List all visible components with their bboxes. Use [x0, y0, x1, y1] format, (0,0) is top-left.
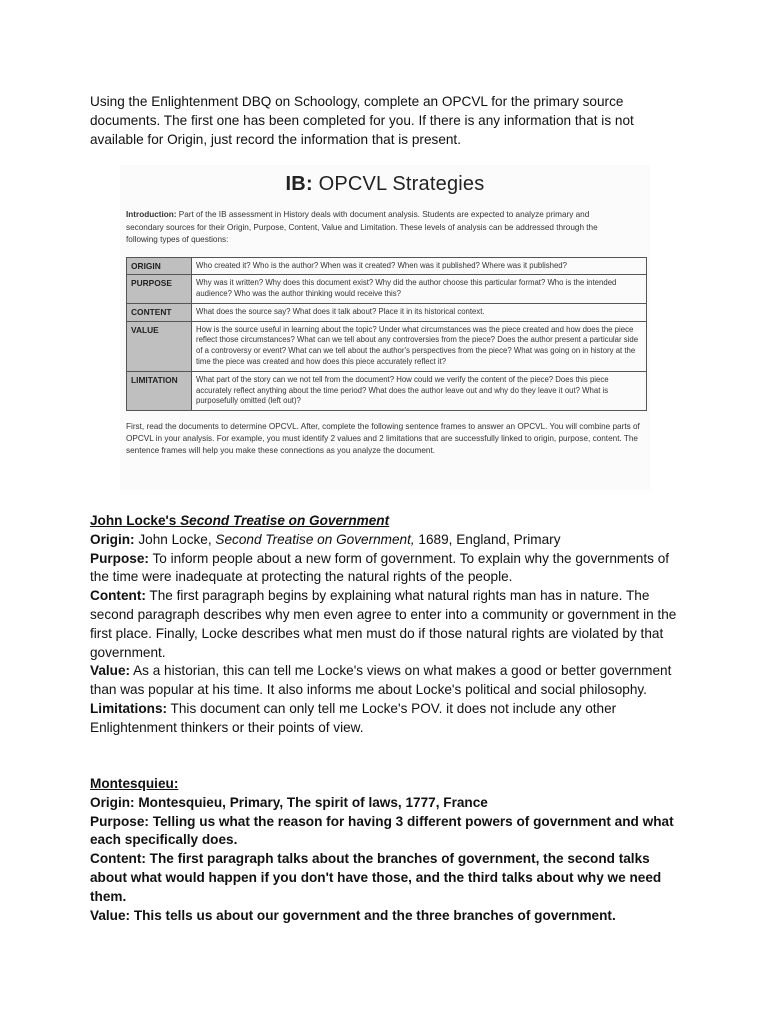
- montesquieu-section: [90, 775, 680, 925]
- content-label: Content:: [90, 588, 146, 604]
- locke-heading: [90, 512, 680, 531]
- limitations-label: Limitations:: [90, 700, 168, 716]
- row-text-purpose: Why was it written? Why does this document exist? Why did the author choose this particular format? Who is the intended audience? Who was the author thinking would receive this?: [192, 275, 647, 304]
- row-text-content: What does the source say? What does it talk about? Place it in its historical context.: [192, 303, 647, 321]
- table-row: [127, 371, 647, 410]
- image-intro-label: Introduction:: [126, 210, 177, 219]
- origin-title: Second Treatise on Government,: [215, 531, 415, 547]
- origin-rest: 1689, England, Primary: [414, 531, 561, 547]
- locke-origin: [90, 531, 680, 550]
- purpose-text: To inform people about a new form of government. To explain why the governments of the time were inadequate at protecting the natural rights of the people.: [90, 550, 670, 585]
- opcvl-table: [126, 257, 647, 412]
- locke-content: [90, 587, 680, 662]
- origin-label: Origin:: [90, 531, 135, 547]
- image-title: [120, 173, 650, 196]
- row-key-content: CONTENT: [127, 303, 192, 321]
- row-key-purpose: PURPOSE: [127, 275, 192, 304]
- montesquieu-heading: [90, 775, 680, 794]
- image-intro-text: Part of the IB assessment in History deals with document analysis. Students are expected to analyze primary and secondary sources for their Origin, Purpose, Content, Value and Limitation. These levels of analysis can be addressed through the following types of questions:: [126, 210, 598, 244]
- row-key-value: VALUE: [127, 321, 192, 371]
- row-key-origin: ORIGIN: [127, 257, 192, 275]
- row-text-limitation: What part of the story can we not tell from the document? How could we verify the content of the piece? Does this piece accurately reflect anything about the time period? What does the author leave out and why do they leave it out? What is purposefully omitted (left out)?: [192, 371, 647, 410]
- montesquieu-value: Value: This tells us about our government and the three branches of government.: [90, 907, 616, 923]
- purpose-label: Purpose:: [90, 550, 149, 566]
- montesquieu-heading-text: Montesquieu:: [90, 776, 179, 791]
- locke-value: [90, 662, 680, 700]
- image-footer-text: First, read the documents to determine OPCVL. After, complete the following sentence frames to answer an OPCVL. You will combine parts of OPCVL in your analysis. For example, you must identify 2 values and 2 limitations that are successfully linked to origin, purpose, content. The sentence frames will help you make these connections as you analyze the document.: [126, 422, 640, 456]
- montesquieu-origin: Origin: Montesquieu, Primary, The spirit of laws, 1777, France: [90, 794, 488, 810]
- value-text: As a historian, this can tell me Locke's views on what makes a good or better government than was popular at his time. It also informs me about Locke's political and social philosophy.: [90, 663, 672, 698]
- value-label: Value:: [90, 663, 131, 679]
- image-title-rest: OPCVL Strategies: [312, 173, 485, 195]
- instructions-paragraph: Using the Enlightenment DBQ on Schoology, complete an OPCVL for the primary source documents. The first one has been completed for you. If there is any information that is not available for Origin, just record the information that is present.: [90, 94, 634, 147]
- locke-section: [90, 512, 680, 738]
- table-row: [127, 303, 647, 321]
- origin-author: John Locke,: [134, 531, 216, 547]
- limitations-text: This document can only tell me Locke's POV. it does not include any other Enlightenment thinkers or their points of view.: [90, 700, 617, 735]
- montesquieu-content: Content: The first paragraph talks about the branches of government, the second talks about what would happen if you don't have those, and the third talks about why we need them.: [90, 851, 662, 904]
- row-key-limitation: LIMITATION: [127, 371, 192, 410]
- opcvl-strategies-image: [120, 165, 650, 490]
- table-row: [127, 257, 647, 275]
- row-text-origin: Who created it? Who is the author? When was it created? When was it published? Where was it published?: [192, 257, 647, 275]
- table-row: [127, 275, 647, 304]
- locke-heading-title: Second Treatise on Government: [180, 513, 390, 528]
- locke-heading-prefix: John Locke's: [90, 513, 181, 528]
- locke-purpose: [90, 550, 680, 588]
- image-title-bold: IB:: [285, 173, 313, 195]
- image-intro: [126, 209, 626, 247]
- montesquieu-purpose: Purpose: Telling us what the reason for having 3 different powers of government and what each specifically does.: [90, 813, 674, 848]
- locke-limitations: [90, 700, 680, 738]
- table-row: [127, 321, 647, 371]
- row-text-value: How is the source useful in learning about the topic? Under what circumstances was the piece created and how does the piece reflect those circumstances? What can we tell about any controversies from the piece? Does the author present a particular side of a controversy or event? What can we tell about the author's perspectives from the piece? What was going on in history at the time the piece was created and how does this piece accurately reflect it?: [192, 321, 647, 371]
- content-text: The first paragraph begins by explaining what natural rights man has in nature. The second paragraph describes why men even agree to enter into a community or government in the first place. Finally, Locke describes what men must do if those natural rights are violated by that government.: [90, 588, 677, 660]
